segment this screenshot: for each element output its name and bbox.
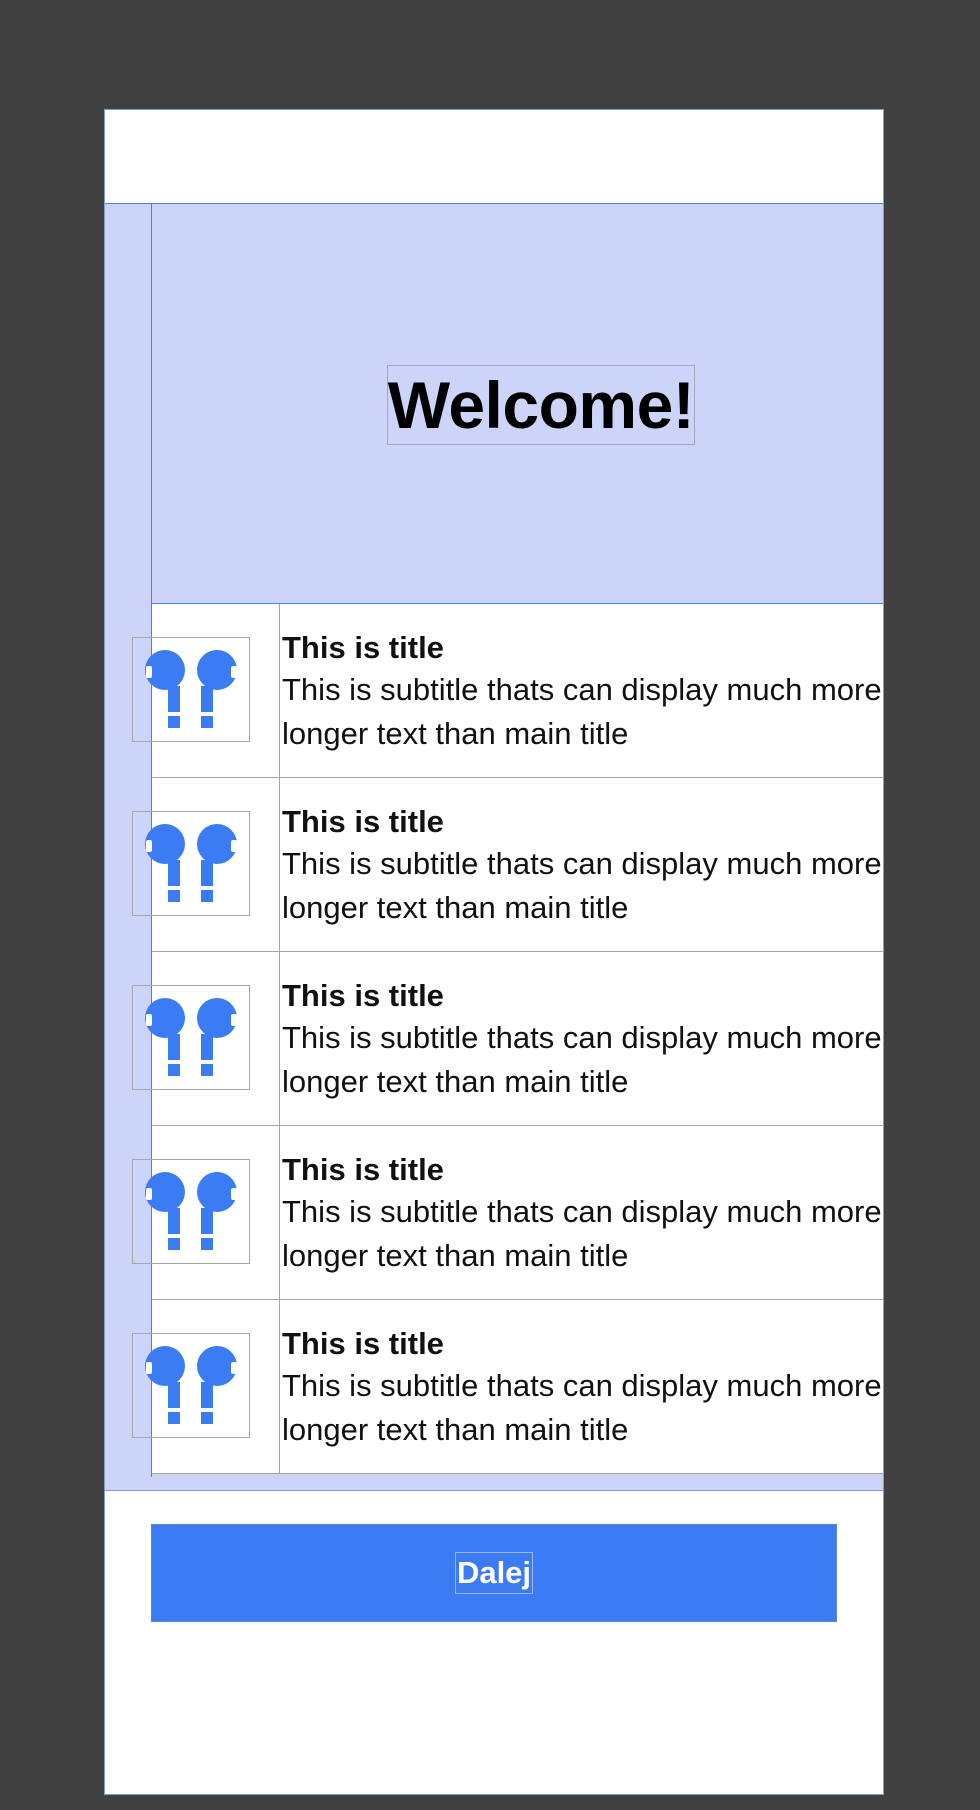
item-title: This is title	[282, 1326, 444, 1361]
item-subtitle: This is subtitle thats can display much more longer text than main title	[282, 1368, 882, 1447]
welcome-header	[152, 204, 883, 604]
row-divider	[279, 604, 280, 777]
list-item	[152, 778, 883, 952]
airpods-icon	[132, 1333, 250, 1438]
row-divider	[279, 1300, 280, 1473]
item-title: This is title	[282, 804, 444, 839]
airpods-icon	[132, 811, 250, 916]
list-item	[152, 604, 883, 778]
row-text	[282, 1150, 882, 1278]
welcome-title: Welcome!	[387, 365, 695, 445]
list-item	[152, 952, 883, 1126]
row-text	[282, 1324, 882, 1452]
phone-screen	[104, 109, 884, 1795]
content-stack	[151, 204, 883, 1477]
list-item	[152, 1126, 883, 1300]
list-item	[152, 1300, 883, 1474]
item-subtitle: This is subtitle thats can display much more longer text than main title	[282, 1020, 882, 1099]
scroll-view[interactable]	[105, 203, 883, 1491]
row-text	[282, 976, 882, 1104]
row-divider	[279, 952, 280, 1125]
item-title: This is title	[282, 978, 444, 1013]
item-title: This is title	[282, 630, 444, 665]
row-divider	[279, 1126, 280, 1299]
airpods-icon	[132, 985, 250, 1090]
row-text	[282, 802, 882, 930]
item-subtitle: This is subtitle thats can display much more longer text than main title	[282, 846, 882, 925]
item-title: This is title	[282, 1152, 444, 1187]
row-divider	[279, 778, 280, 951]
airpods-icon	[132, 1159, 250, 1264]
item-subtitle: This is subtitle thats can display much more longer text than main title	[282, 672, 882, 751]
next-button[interactable]	[151, 1524, 837, 1622]
airpods-icon	[132, 637, 250, 742]
row-text	[282, 628, 882, 756]
item-subtitle: This is subtitle thats can display much more longer text than main title	[282, 1194, 882, 1273]
next-button-label: Dalej	[455, 1552, 533, 1594]
